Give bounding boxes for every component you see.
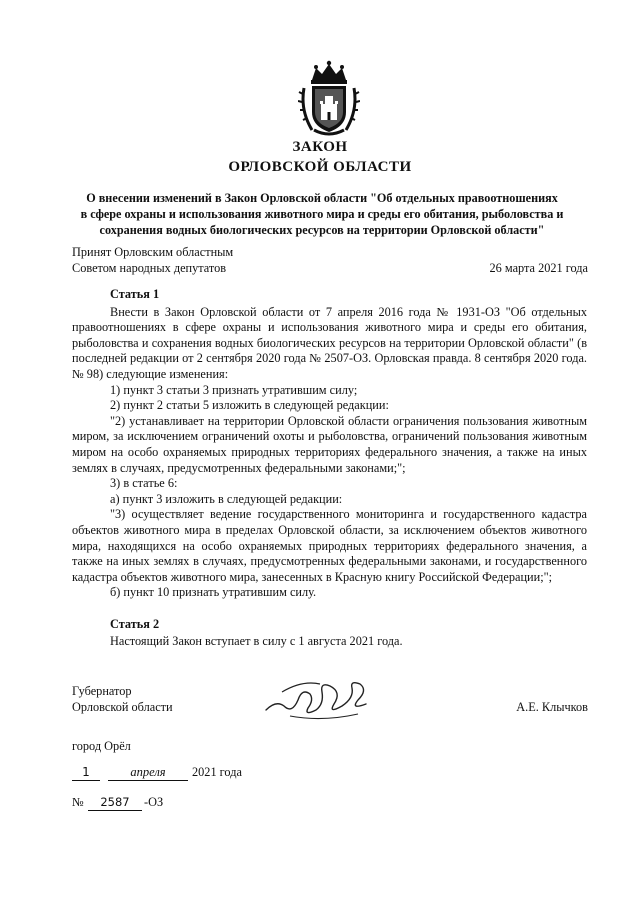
law-body — [72, 287, 587, 650]
subject-line: сохранения водных биологических ресурсов на территории Орловской области" — [99, 223, 545, 237]
region-title: ОРЛОВСКОЙ ОБЛАСТИ — [228, 159, 412, 175]
signing-month: апреля — [108, 765, 188, 781]
amendment-item-3a: а) пункт 3 изложить в следующей редакции: — [110, 491, 343, 506]
subject-line: в сфере охраны и использования животного мира и среды его обитания, рыболовства и — [80, 207, 564, 221]
law-number — [72, 795, 272, 815]
adoption-date: 26 марта 2021 года — [489, 261, 588, 275]
handwritten-signature-icon — [262, 670, 372, 726]
adoption-body — [72, 244, 233, 276]
amendment-quote-3: "3) осуществляет ведение государственного мониторинга и государственного кадастра объектов животного мира в пределах Орловской области, за исключением объектов животного мира, находящихся на особо охраняемых природных территориях федерального значения, а также на иных землях в случаях, предусмотренных федеральными законами, и государственного кадастра объектов животного мира, занесенных в Красную книгу Российской Федерации;"; — [72, 507, 587, 584]
paragraph-gap — [72, 601, 587, 617]
law-subject-heading — [62, 190, 582, 238]
amendment-item-1: 1) пункт 3 статьи 3 признать утратившим силу; — [110, 382, 358, 397]
amendment-quote-2: "2) устанавливает на территории Орловской области ограничения пользования животным миром, за исключением ограничений охоты и рыболовства, ограничений пользования животным миром на особо охраняемых природных территориях федерального значения, а также на иных землях в случаях, предусмотренных федеральными законами;"; — [72, 413, 587, 475]
orel-region-coat-of-arms-icon — [298, 60, 360, 138]
signatory-name: А.Е. Клычков — [516, 700, 588, 714]
signing-day: 1 — [72, 765, 100, 781]
subject-line: О внесении изменений в Закон Орловской области "Об отдельных правоотношениях — [86, 191, 558, 205]
article-1-heading: Статья 1 — [110, 287, 160, 301]
amendment-item-3b: б) пункт 10 признать утратившим силу. — [110, 585, 317, 600]
position-line: Губернатор — [72, 684, 132, 698]
number-value: 2587 — [88, 795, 142, 811]
article-1-intro: Внести в Закон Орловской области от 7 апреля 2016 года № 1931-ОЗ "Об отдельных правоотношениях в сфере охраны и использования животного мира и среды его обитания, рыболовства и сохранения водных биологических ресурсов на территории Орловской области" (в последней редакции от 2 сентября 2020 года № 2507-ОЗ. Орловская правда. 8 сентября 2020 года. № 98) следующие изменения: — [72, 304, 587, 381]
signing-year: 2021 года — [192, 765, 242, 779]
article-2-heading: Статья 2 — [110, 616, 160, 631]
adoption-line: Принят Орловским областным — [72, 245, 234, 259]
document-type-title: ЗАКОН — [292, 139, 348, 155]
signatory-position — [72, 683, 173, 715]
adoption-line: Советом народных депутатов — [72, 261, 227, 275]
position-line: Орловской области — [72, 700, 173, 714]
number-label: № — [72, 795, 84, 809]
amendment-item-3: 3) в статье 6: — [110, 476, 178, 491]
number-suffix: -ОЗ — [144, 795, 164, 809]
amendment-item-2: 2) пункт 2 статьи 5 изложить в следующей редакции: — [110, 398, 389, 413]
article-2-text: Настоящий Закон вступает в силу с 1 августа 2021 года. — [110, 634, 403, 649]
city-of-signing: город Орёл — [72, 739, 131, 753]
signing-date — [72, 765, 292, 785]
